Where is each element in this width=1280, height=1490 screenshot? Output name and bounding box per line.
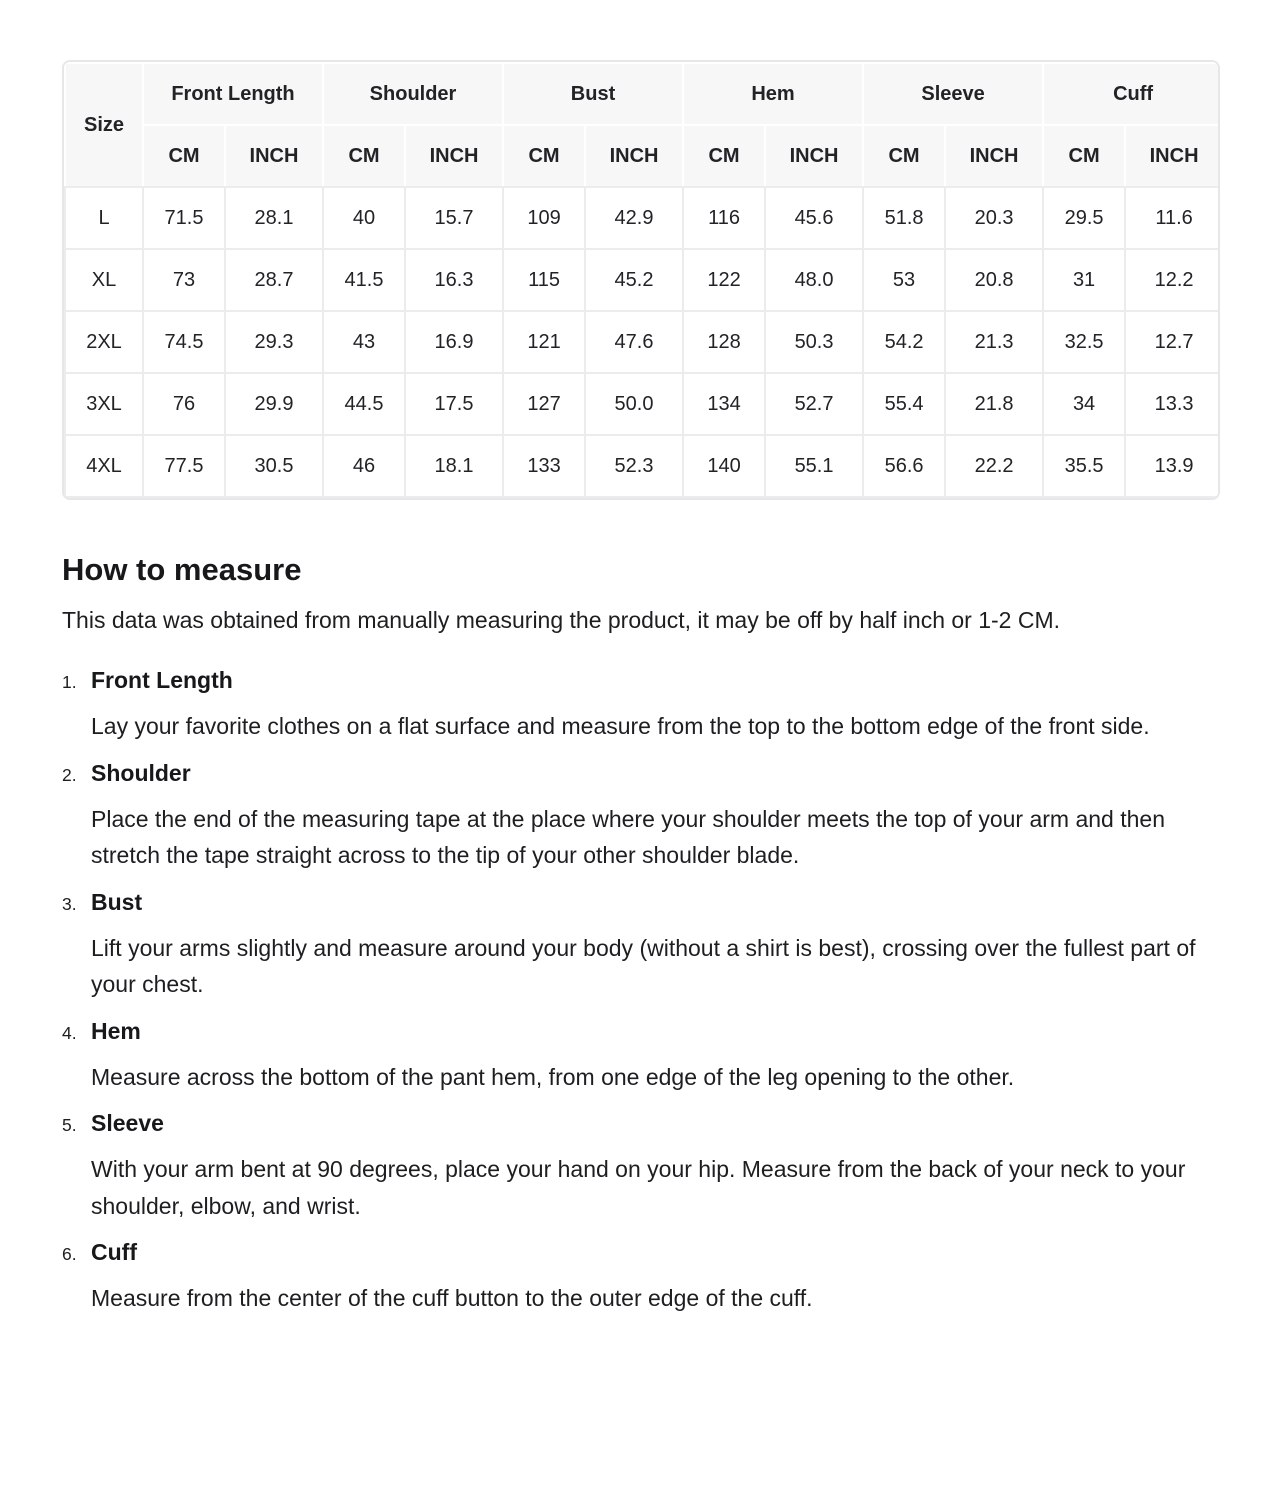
- measure-item-number: 5.: [62, 1115, 77, 1135]
- measure-item-description: Lift your arms slightly and measure around your body (without a shirt is best), crossing over the fullest part of your chest.: [91, 934, 1196, 997]
- measurement-cell: 20.8: [945, 249, 1043, 311]
- unit-header-cell: INCH: [405, 125, 503, 187]
- measurement-cell: 50.3: [765, 311, 863, 373]
- measure-item-description: Place the end of the measuring tape at the place where your shoulder meets the top of your arm and then stretch the tape straight across to the tip of your other shoulder blade.: [91, 805, 1165, 868]
- measure-item-number: 1.: [62, 672, 77, 692]
- measurement-cell: 22.2: [945, 435, 1043, 497]
- measurement-cell: 35.5: [1043, 435, 1125, 497]
- unit-header-cell: INCH: [225, 125, 323, 187]
- how-to-measure-heading: How to measure: [62, 552, 302, 587]
- measurement-cell: 43: [323, 311, 405, 373]
- measure-item: [62, 1234, 1220, 1317]
- measurement-cell: 48.0: [765, 249, 863, 311]
- size-cell: 3XL: [65, 373, 143, 435]
- measurement-cell: 21.8: [945, 373, 1043, 435]
- table-row: [65, 311, 1220, 373]
- unit-header-row: [65, 125, 1220, 187]
- measurement-cell: 42.9: [585, 187, 683, 249]
- measure-item: [62, 884, 1220, 1003]
- measurement-cell: 76: [143, 373, 225, 435]
- measure-item-label: Hem: [91, 1017, 141, 1044]
- measurement-cell: 21.3: [945, 311, 1043, 373]
- table-row: [65, 187, 1220, 249]
- measurement-cell: 56.6: [863, 435, 945, 497]
- measurement-cell: 12.7: [1125, 311, 1220, 373]
- measurement-cell: 55.4: [863, 373, 945, 435]
- measurement-cell: 71.5: [143, 187, 225, 249]
- unit-header-cell: INCH: [945, 125, 1043, 187]
- measure-item-label: Front Length: [91, 667, 233, 693]
- group-header-cell: Cuff: [1043, 63, 1220, 125]
- group-header-cell: Front Length: [143, 63, 323, 125]
- size-column-header: Size: [65, 63, 143, 187]
- measurement-cell: 13.9: [1125, 435, 1220, 497]
- unit-header-cell: CM: [323, 125, 405, 187]
- measurement-cell: 16.3: [405, 249, 503, 311]
- unit-header-cell: CM: [863, 125, 945, 187]
- measure-item: [62, 1013, 1220, 1096]
- measurement-cell: 28.7: [225, 249, 323, 311]
- measurement-cell: 18.1: [405, 435, 503, 497]
- measurement-cell: 54.2: [863, 311, 945, 373]
- size-cell: XL: [65, 249, 143, 311]
- measurement-cell: 34: [1043, 373, 1125, 435]
- measure-item-term: [62, 662, 1220, 700]
- measurement-cell: 77.5: [143, 435, 225, 497]
- unit-header-cell: INCH: [765, 125, 863, 187]
- size-chart-table-wrapper: [62, 60, 1220, 500]
- size-guide-page: [62, 0, 1220, 1317]
- measure-item-number: 4.: [62, 1022, 77, 1043]
- size-chart-table: [64, 62, 1220, 498]
- group-header-cell: Sleeve: [863, 63, 1043, 125]
- measure-disclaimer-text: This data was obtained from manually measuring the product, it may be off by half inch or 1-2 CM.: [62, 607, 1061, 633]
- measurement-cell: 45.2: [585, 249, 683, 311]
- measurement-cell: 29.3: [225, 311, 323, 373]
- measurement-cell: 20.3: [945, 187, 1043, 249]
- measure-item: [62, 755, 1220, 874]
- measure-item-label: Cuff: [91, 1239, 137, 1265]
- table-row: [65, 249, 1220, 311]
- measure-item-number: 2.: [62, 764, 77, 785]
- measure-item-term: [62, 755, 1220, 793]
- group-header-cell: Bust: [503, 63, 683, 125]
- measurement-cell: 46: [323, 435, 405, 497]
- measure-item: [62, 662, 1220, 745]
- measurement-cell: 40: [323, 187, 405, 249]
- measure-item-term: [62, 884, 1220, 922]
- measurement-cell: 41.5: [323, 249, 405, 311]
- measurement-cell: 52.7: [765, 373, 863, 435]
- size-chart-body: [65, 187, 1220, 497]
- group-header-row: [65, 63, 1220, 125]
- measure-item-term: [62, 1013, 1220, 1051]
- measurement-cell: 140: [683, 435, 765, 497]
- measurement-cell: 15.7: [405, 187, 503, 249]
- measurement-cell: 30.5: [225, 435, 323, 497]
- measure-instructions-list: [62, 662, 1220, 1317]
- measure-item: [62, 1105, 1220, 1224]
- unit-header-cell: INCH: [1125, 125, 1220, 187]
- measurement-cell: 115: [503, 249, 585, 311]
- measurement-cell: 31: [1043, 249, 1125, 311]
- measurement-cell: 44.5: [323, 373, 405, 435]
- measurement-cell: 11.6: [1125, 187, 1220, 249]
- measure-item-term: [62, 1234, 1220, 1272]
- size-cell: 2XL: [65, 311, 143, 373]
- measurement-cell: 133: [503, 435, 585, 497]
- table-row: [65, 373, 1220, 435]
- group-header-cell: Hem: [683, 63, 863, 125]
- size-cell: L: [65, 187, 143, 249]
- measurement-cell: 109: [503, 187, 585, 249]
- measurement-cell: 29.9: [225, 373, 323, 435]
- measurement-cell: 53: [863, 249, 945, 311]
- measurement-cell: 51.8: [863, 187, 945, 249]
- size-cell: 4XL: [65, 435, 143, 497]
- measure-item-description: Measure across the bottom of the pant hem, from one edge of the leg opening to the other.: [91, 1063, 1015, 1090]
- measurement-cell: 55.1: [765, 435, 863, 497]
- unit-header-cell: CM: [1043, 125, 1125, 187]
- measurement-cell: 12.2: [1125, 249, 1220, 311]
- measurement-cell: 122: [683, 249, 765, 311]
- measure-item-label: Sleeve: [91, 1110, 164, 1136]
- measurement-cell: 32.5: [1043, 311, 1125, 373]
- measure-item-number: 3.: [62, 893, 77, 914]
- table-row: [65, 435, 1220, 497]
- measurement-cell: 121: [503, 311, 585, 373]
- measurement-cell: 50.0: [585, 373, 683, 435]
- measurement-cell: 73: [143, 249, 225, 311]
- measurement-cell: 128: [683, 311, 765, 373]
- measurement-cell: 13.3: [1125, 373, 1220, 435]
- measurement-cell: 29.5: [1043, 187, 1125, 249]
- measure-item-description: Lay your favorite clothes on a flat surface and measure from the top to the bottom edge of the front side.: [91, 713, 1150, 739]
- unit-header-cell: CM: [683, 125, 765, 187]
- measurement-cell: 17.5: [405, 373, 503, 435]
- measurement-cell: 28.1: [225, 187, 323, 249]
- measure-item-label: Shoulder: [91, 759, 191, 786]
- group-header-cell: Shoulder: [323, 63, 503, 125]
- unit-header-cell: INCH: [585, 125, 683, 187]
- measure-item-label: Bust: [91, 888, 143, 915]
- measure-item-description: Measure from the center of the cuff button to the outer edge of the cuff.: [91, 1285, 813, 1311]
- measure-item-term: [62, 1105, 1220, 1143]
- measurement-cell: 127: [503, 373, 585, 435]
- measurement-cell: 16.9: [405, 311, 503, 373]
- measure-item-description: With your arm bent at 90 degrees, place your hand on your hip. Measure from the back of your neck to your shoulder, elbow, and wrist.: [91, 1156, 1186, 1219]
- measurement-cell: 74.5: [143, 311, 225, 373]
- measurement-cell: 45.6: [765, 187, 863, 249]
- measurement-cell: 47.6: [585, 311, 683, 373]
- measurement-cell: 134: [683, 373, 765, 435]
- measure-item-number: 6.: [62, 1244, 77, 1264]
- measurement-cell: 52.3: [585, 435, 683, 497]
- unit-header-cell: CM: [143, 125, 225, 187]
- measurement-cell: 116: [683, 187, 765, 249]
- unit-header-cell: CM: [503, 125, 585, 187]
